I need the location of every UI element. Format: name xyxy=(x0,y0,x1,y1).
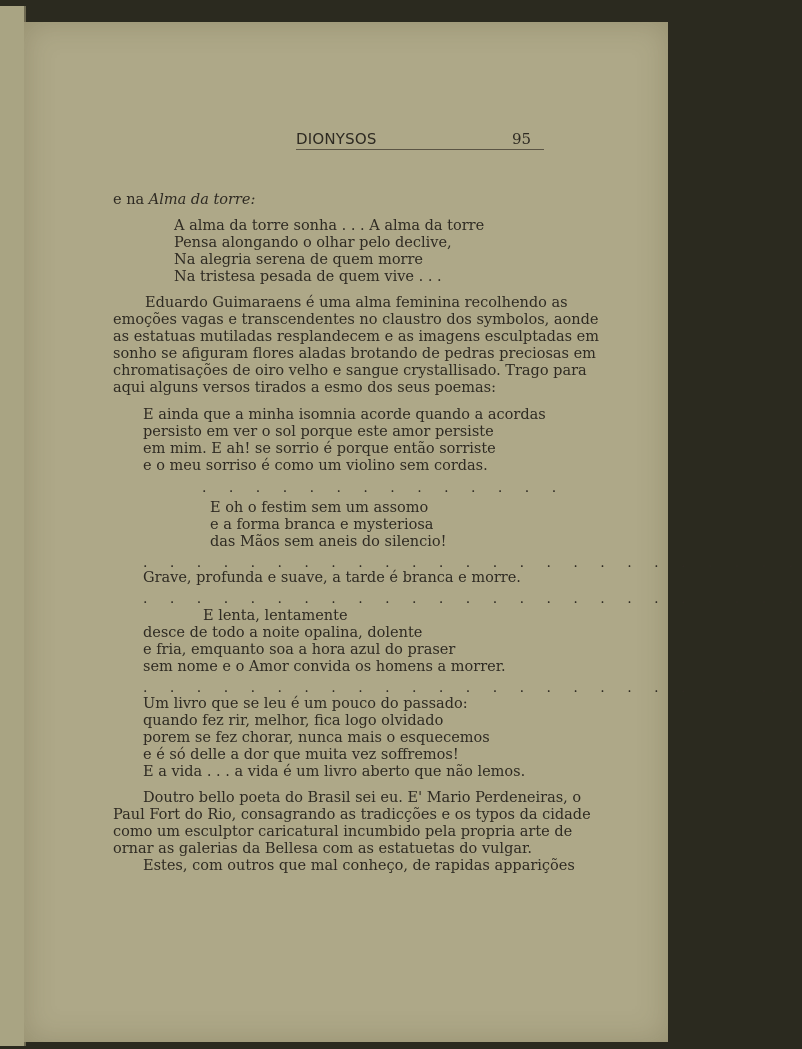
paragraph2-line-2: Paul Fort do Rio, consagrando as tradicções e os typos da cidade xyxy=(113,807,591,823)
paragraph2-line-1: Doutro bello poeta do Brasil sei eu. E' Mario Perdeneiras, o xyxy=(143,790,582,806)
paragraph1-line-5: chromatisações de oiro velho e sangue crystallisado. Trago para xyxy=(113,363,587,379)
stanza4-line-4: sem nome e o Amor convida os homens a morrer. xyxy=(143,659,506,675)
left-page-edge xyxy=(0,6,26,1046)
stanza5-line-1: Um livro que se leu é um pouco do passado: xyxy=(143,696,468,712)
ellipsis-row-3: . . . . . . . . . . . . . . . . . . . . . . . . . xyxy=(143,591,802,607)
stanza5-line-3: porem se fez chorar, nunca mais o esquecemos xyxy=(143,730,490,746)
paragraph2-line-5: Estes, com outros que mal conheço, de rapidas apparições xyxy=(143,858,575,874)
stanza4-line-2: desce de todo a noite opalina, dolente xyxy=(143,625,423,641)
intro-line xyxy=(113,192,255,209)
paragraph2-line-3: como um esculptor caricatural incumbido pela propria arte de xyxy=(113,824,573,840)
paragraph1-line-4: sonho se afiguram flores aladas brotando de pedras preciosas em xyxy=(113,346,596,362)
paragraph2-line-4: ornar as galerias da Bellesa com as estatuetas do vulgar. xyxy=(113,841,532,857)
intro-prefix: e na xyxy=(113,192,149,208)
stanza4-line-1: E lenta, lentamente xyxy=(203,608,348,624)
stanza2-line-3: em mim. E ah! se sorrio é porque então sorriste xyxy=(143,441,496,457)
paragraph1-line-6: aqui alguns versos tirados a esmo dos seus poemas: xyxy=(113,380,496,396)
stanza2-line-4: e o meu sorriso é como um violino sem cordas. xyxy=(143,458,488,474)
ellipsis-row-2: . . . . . . . . . . . . . . . . . . . . . . . . . xyxy=(143,555,802,571)
stanza1-line-4: Na tristesa pesada de quem vive . . . xyxy=(174,269,442,285)
book-page xyxy=(24,22,802,1042)
ellipsis-row-4: . . . . . . . . . . . . . . . . . . . . . . . . . xyxy=(143,680,802,696)
stanza5-line-2: quando fez rir, melhor, fica logo olvidado xyxy=(143,713,444,729)
stanza1-line-1: A alma da torre sonha . . . A alma da torre xyxy=(174,218,485,234)
stanza1-line-3: Na alegria serena de quem morre xyxy=(174,252,423,268)
stanza3-line-2: e a forma branca e mysteriosa xyxy=(210,517,434,533)
page-header xyxy=(24,130,668,150)
running-title: DIONYSOS xyxy=(296,130,377,148)
stanza2-line-2: persisto em ver o sol porque este amor persiste xyxy=(143,424,494,440)
stanza5-line-4: e é só delle a dor que muita vez soffremos! xyxy=(143,747,459,763)
single-verse-line: Grave, profunda e suave, a tarde é branca e morre. xyxy=(143,570,521,586)
header-rule xyxy=(296,149,544,150)
stanza4-line-3: e fria, emquanto soa a hora azul do praser xyxy=(143,642,456,658)
stanza3-line-1: E oh o festim sem um assomo xyxy=(210,500,429,516)
stanza2-line-1: E ainda que a minha isomnia acorde quando a acordas xyxy=(143,407,546,423)
page-number: 95 xyxy=(512,130,532,148)
paragraph1-line-2: emoções vagas e transcendentes no claustro dos symbolos, aonde xyxy=(113,312,599,328)
ellipsis-row-1: . . . . . . . . . . . . . . xyxy=(202,480,566,496)
paragraph1-line-3: as estatuas mutiladas resplandecem e as imagens esculptadas em xyxy=(113,329,599,345)
stanza3-line-3: das Mãos sem aneis do silencio! xyxy=(210,534,447,550)
stanza1-line-2: Pensa alongando o olhar pelo declive, xyxy=(174,235,452,251)
stanza5-line-5: E a vida . . . a vida é um livro aberto que não lemos. xyxy=(143,764,526,780)
intro-italic-title: Alma da torre: xyxy=(148,192,256,208)
paragraph1-line-1: Eduardo Guimaraens é uma alma feminina recolhendo as xyxy=(145,295,568,311)
